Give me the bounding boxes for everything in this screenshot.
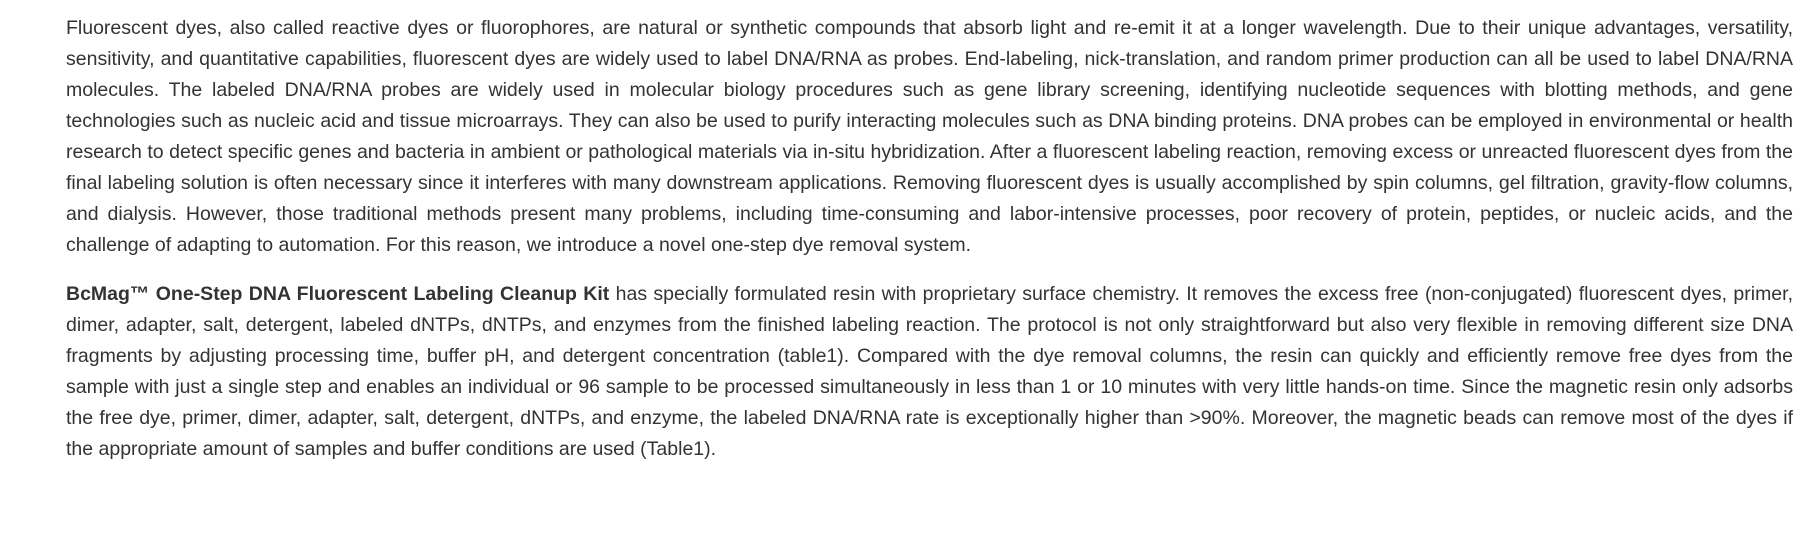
intro-paragraph: Fluorescent dyes, also called reactive dyes or fluorophores, are natural or synthetic compounds that absorb light and re-emit it at a longer wavelength. Due to their unique advantages, versatility, sensitivity, and quantitative capabilities, fluorescent dyes are widely used to label DNA/RNA as probes. End-labeling, nick-translation, and random primer production can all be used to label DNA/RNA molecules. The labeled DNA/RNA probes are widely used in molecular biology procedures such as gene library screening, identifying nucleotide sequences with blotting methods, and gene technologies such as nucleic acid and tissue microarrays. They can also be used to purify interacting molecules such as DNA binding proteins. DNA probes can be employed in environmental or health research to detect specific genes and bacteria in ambient or pathological materials via in-situ hybridization. After a fluorescent labeling reaction, removing excess or unreacted fluorescent dyes from the final labeling solution is often necessary since it interferes with many downstream applications. Removing fluorescent dyes is usually accomplished by spin columns, gel filtration, gravity-flow columns, and dialysis. However, those traditional methods present many problems, including time-consuming and labor-intensive processes, poor recovery of protein, peptides, or nucleic acids, and the challenge of adapting to automation. For this reason, we introduce a novel one-step dye removal system. bbox=[66, 17, 1793, 256]
kit-description-text: has specially formulated resin with proprietary surface chemistry. It removes the excess free (non-conjugated) fluorescent dyes, primer, dimer, adapter, salt, detergent, labeled dNTPs, dNTPs, and enzymes from the finished labeling reaction. The protocol is not only straightforward but also very flexible in removing different size DNA fragments by adjusting processing time, buffer pH, and detergent concentration (table1). Compared with the dye removal columns, the resin can quickly and efficiently remove free dyes from the sample with just a single step and enables an individual or 96 sample to be processed simultaneously in less than 1 or 10 minutes with very little hands-on time. Since the magnetic resin only adsorbs the free dye, primer, dimer, adapter, salt, detergent, dNTPs, and enzyme, the labeled DNA/RNA rate is exceptionally higher than >90%. Moreover, the magnetic beads can remove most of the dyes if the appropriate amount of samples and buffer conditions are used (Table1). bbox=[66, 283, 1793, 460]
kit-paragraph bbox=[66, 279, 1793, 465]
kit-name-bold-text: BcMag™ One-Step DNA Fluorescent Labeling Cleanup Kit bbox=[66, 283, 610, 305]
